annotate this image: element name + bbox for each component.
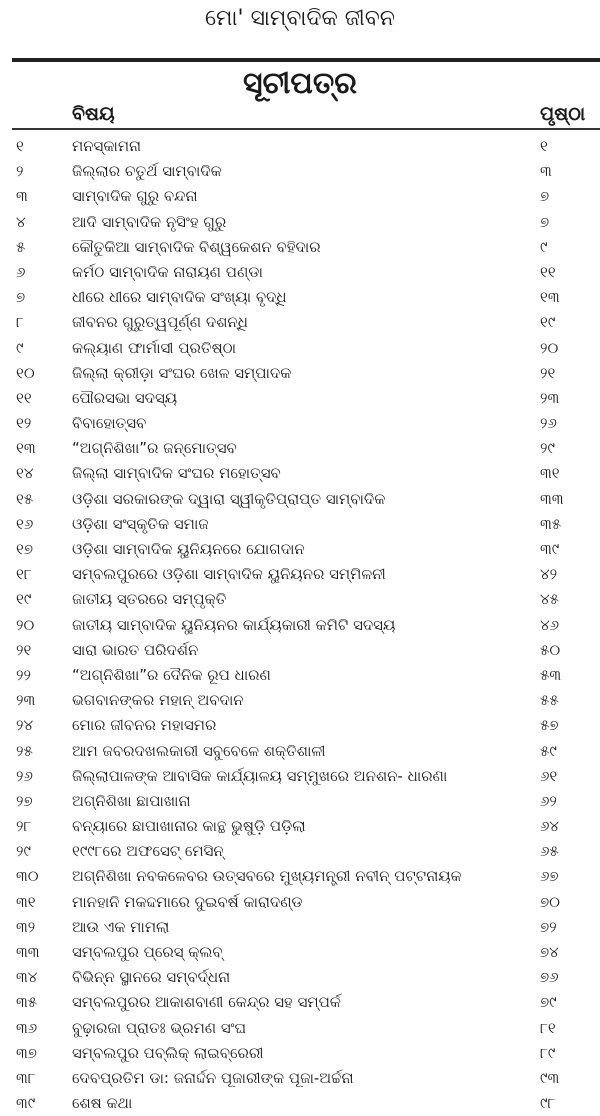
toc-entry [0,134,600,159]
entry-number: ୨୦ [16,615,35,634]
entry-number: ୩୨ [16,917,36,936]
toc-entry [0,310,600,335]
entry-number: ୨୨ [16,665,31,684]
entry-title: ଆମ ଜବରଦଖଲକାରୀ ସବୁବେଳେ ଶକ୍ତିଶାଳୀ [72,741,326,760]
entry-page: ୨୦ [540,338,559,357]
entry-number: ୧୮ [16,565,32,584]
toc-entry [0,814,600,839]
entry-number: ୨୩ [16,691,36,710]
entry-page: ୩୫ [540,514,562,533]
entry-number: ୧୧ [16,388,32,407]
toc-entry [0,764,600,789]
toc-entry [0,839,600,864]
entry-page: ୯୩ [540,1068,560,1087]
entry-page: ୧ [540,137,548,155]
entry-title: ଅଗ୍ନିଶିଖା ଛାପାଖାନା [72,791,191,810]
book-title: ମୋ' ସାମ୍ବାଦିକ ଜୀବନ [205,6,395,31]
entry-number: ୨୭ [16,791,33,810]
entry-number: ୩ [16,187,28,206]
toc-entry [0,285,600,310]
toc-entry [0,260,600,285]
entry-page: ୪୫ [540,590,559,609]
entry-number: ୩୮ [16,1068,36,1087]
entry-page: ୬୪ [540,817,560,836]
toc-list [0,134,600,1116]
entry-title: ଜୀବନର ଗୁରୁତ୍ୱପୂର୍ଣ୍ଣ ଦଶନ୍ଧି [72,313,248,332]
entry-number: ୯ [16,338,24,357]
entry-page: ୮୧ [540,1018,556,1037]
toc-entry [0,386,600,411]
toc-entry [0,1041,600,1066]
entry-title: ବନ୍ୟାରେ ଛାପାଖାନାର କାନ୍ଥ ଭୁଷୁଡ଼ି ପଡ଼ିଲା [72,817,306,836]
entry-page: ୧୩ [540,288,560,307]
entry-number: ୪ [16,212,26,231]
entry-title: ପୌରସଭା ସଦସ୍ୟ [72,388,178,407]
toc-entry [0,159,600,184]
entry-title: କୌତୁକିଆ ସାମ୍ବାଦିକ ବିଶ୍ୱକେଶନ ବହିଦାର [72,237,321,256]
entry-number: ୩୫ [16,993,38,1012]
toc-entry [0,688,600,713]
entry-number: ୧୭ [16,540,33,558]
toc-entry [0,940,600,965]
entry-number: ୧୪ [16,464,34,483]
entry-title: ଓଡ଼ିଶା ସାମ୍ବାଦିକ ୟୁନିୟନରେ ଯୋଗଦାନ [72,540,305,558]
entry-number: ୧୨ [16,414,32,433]
toc-entry [0,336,600,361]
toc-entry [0,411,600,436]
entry-title: ବୁଢ଼ାରଜା ପ୍ରାତଃ ଭ୍ରମଣ ସଂଘ [72,1018,247,1037]
toc-entry [0,1016,600,1041]
toc-entry [0,562,600,587]
entry-title: ମାନହାନି ମକଦ୍ଦମାରେ ଦୁଇବର୍ଷ କାରାଦଣ୍ଡ [72,892,303,911]
entry-title: ଜିଲ୍ଲାର ଚତୁର୍ଥ ସାମ୍ବାଦିକ [72,162,222,181]
entry-title: ଦେବପ୍ରତିମ ଡା: ଜନାର୍ଦ୍ଦନ ପୂଜାରୀଙ୍କ ପୂଜା-ଅର୍ଚ୍ଚନା [72,1068,354,1087]
entry-title: ଜାତୀୟ ସ୍ତରରେ ସମ୍ପୃକ୍ତି [72,590,227,609]
entry-page: ୨୩ [540,388,560,407]
entry-title: ସାରା ଭାରତ ପରିଦର୍ଶନ [72,640,199,659]
header-divider [12,58,600,62]
entry-page: ୭ [540,212,550,231]
toc-entry [0,789,600,814]
column-header-divider [12,128,600,130]
toc-entry [0,487,600,512]
entry-number: ୭ [16,288,26,307]
entry-page: ୧୯ [540,313,556,332]
entry-page: ୪୬ [540,615,560,634]
entry-page: ୭୯ [540,993,557,1012]
toc-entry [0,537,600,562]
entry-number: ୧୫ [16,489,34,508]
entry-number: ୨୬ [16,766,33,785]
entry-title: ସାମ୍ବାଦିକ ଗୁରୁ ବନ୍ଦନା [72,187,198,206]
column-header-page: ପୃଷ୍ଠା [540,103,586,125]
entry-title: “ଅଗ୍ନିଶିଖା”ର ଜନ୍ମୋତ୍ସବ [72,439,237,458]
toc-entry [0,990,600,1015]
entry-page: ୯ [540,237,548,256]
toc-entry [0,587,600,612]
entry-page: ୬୭ [540,867,559,886]
entry-page: ୭୦ [540,892,561,911]
entry-page: ୨୯ [540,439,555,458]
toc-entry [0,915,600,940]
entry-page: ୪୨ [540,565,558,584]
toc-entry [0,663,600,688]
entry-page: ୭ [540,187,550,206]
toc-entry [0,713,600,738]
entry-title: ସମ୍ବଲପୁର ପ୍ରେସ୍ କ୍ଲବ୍ [72,943,223,961]
entry-number: ୨୧ [16,640,32,659]
entry-title: ଜାତୀୟ ସାମ୍ବାଦିକ ୟୁନିୟନର କାର୍ଯ୍ୟକାରୀ କମିଟି ସଦସ୍ୟ [72,615,396,634]
entry-page: ୨୬ [540,414,557,433]
entry-number: ୮ [16,313,24,332]
entry-page: ୭୬ [540,968,559,987]
entry-page: ୫୯ [540,741,557,760]
entry-title: ଆଉ ଏକ ମାମଲା [72,917,170,936]
entry-title: ଜିଲ୍ଲା ସାମ୍ବାଦିକ ସଂଘର ମହୋତ୍ସବ [72,464,281,483]
entry-title: ମୋର ଜୀବନର ମହାସମର [72,716,217,735]
entry-number: ୩୦ [16,867,39,886]
entry-title: ସମ୍ବଲପୁରରେ ଓଡ଼ିଶା ସାମ୍ବାଦିକ ୟୁନିୟନର ସମ୍ମିଳନୀ [72,565,386,584]
entry-page: ୫୩ [540,665,562,684]
entry-page: ୮୯ [540,1043,556,1062]
entry-number: ୫ [16,237,26,256]
entry-number: ୨୪ [16,716,34,735]
entry-title: ଆଦି ସାମ୍ବାଦିକ ନୃସିଂହ ଗୁରୁ [72,212,227,231]
entry-number: ୩୪ [16,968,38,987]
entry-title: ଓଡ଼ିଶା ସଂସ୍କୃତିକ ସମାଜ [72,514,209,533]
toc-entry [0,613,600,638]
entry-title: କର୍ମଠ ସାମ୍ବାଦିକ ନାରାୟଣ ପଣ୍ଡା [72,262,263,281]
entry-page: ୫୭ [540,716,559,735]
toc-entry [0,1091,600,1116]
entry-title: ଅଗ୍ନିଶିଖା ନବକଳେବର ଉତ୍ସବରେ ମୁଖ୍ୟମନ୍ତ୍ରୀ ନବୀନ୍ ପଟ୍ଟନାୟକ [72,867,462,886]
entry-title: ଶେଷ କଥା [72,1094,133,1113]
entry-title: ଜିଲ୍ଲା କ୍ରୀଡ଼ା ସଂଘର ଖେଳ ସମ୍ପାଦକ [72,363,292,382]
entry-title: “ଅଗ୍ନିଶିଖା”ର ଦୈନିକ ରୂପ ଧାରଣ [72,665,271,684]
entry-title: ମନସ୍କାମନା [72,137,142,155]
entry-number: ୩୧ [16,892,36,911]
toc-entry [0,1066,600,1091]
entry-number: ୩୯ [16,1094,36,1113]
toc-entry [0,890,600,915]
toc-entry [0,864,600,889]
entry-number: ୧ [16,137,24,155]
toc-entry [0,235,600,260]
toc-entry [0,461,600,486]
column-header-subject: ବିଷୟ [72,103,115,125]
entry-page: ୭୪ [540,943,559,961]
entry-title: ସମ୍ବଲପୁର ପବ୍ଲିକ୍ ଲାଇବ୍ରେରୀ [72,1043,264,1062]
entry-page: ୬୫ [540,842,559,861]
entry-page: ୯୮ [540,1094,556,1113]
entry-number: ୨ [16,162,24,181]
entry-page: ୫୦ [540,640,561,659]
entry-page: ୧୧ [540,262,556,281]
entry-number: ୧୩ [16,439,36,458]
entry-number: ୨୫ [16,741,33,760]
toc-entry [0,638,600,663]
entry-number: ୨୮ [16,817,32,836]
toc-entry [0,512,600,537]
entry-page: ୭୨ [540,917,557,936]
toc-title: ସୂଚୀପତ୍ର [243,66,357,101]
entry-number: ୩୬ [16,1018,38,1037]
entry-page: ୫୫ [540,691,559,710]
entry-number: ୩୩ [16,943,40,961]
entry-number: ୧୬ [16,514,34,533]
entry-title: ଧୀରେ ଧୀରେ ସାମ୍ବାଦିକ ସଂଖ୍ୟା ବୃଦ୍ଧି [72,288,287,307]
entry-page: ୩୩ [540,489,564,508]
entry-title: ଓଡ଼ିଶା ସରକାରଙ୍କ ଦ୍ୱାରା ସ୍ୱୀକୃତିପ୍ରାପ୍ତ ସାମ୍ବାଦିକ [72,489,386,508]
entry-title: ବିବାହୋତ୍ସବ [72,414,147,433]
entry-page: ୩୯ [540,540,560,558]
toc-entry [0,210,600,235]
entry-page: ୬୧ [540,766,558,785]
entry-page: ୨୧ [540,363,556,382]
entry-page: ୩ [540,162,552,181]
entry-title: ସମ୍ବଲପୁରର ଆକାଶବାଣୀ କେନ୍ଦ୍ର ସହ ସମ୍ପର୍କ [72,993,341,1012]
toc-entry [0,965,600,990]
entry-number: ୨୯ [16,842,31,861]
toc-entry [0,184,600,209]
toc-entry [0,739,600,764]
entry-number: ୧୯ [16,590,32,609]
toc-entry [0,361,600,386]
entry-title: କଲ୍ୟାଣ ଫାର୍ମାସୀ ପ୍ରତିଷ୍ଠା [72,338,237,357]
entry-title: ଭଗବାନଙ୍କର ମହାନ୍ ଅବଦାନ [72,691,244,710]
entry-title: ଜିଲ୍ଲାପାଳଙ୍କ ଆବାସିକ କାର୍ଯ୍ୟାଳୟ ସମ୍ମୁଖରେ ଅନଶନ- ଧାରଣା [72,766,448,785]
entry-page: ୬୨ [540,791,557,810]
toc-entry [0,436,600,461]
entry-title: ୧୯୯୮ରେ ଅଫସେଟ୍ ମେସିନ୍ [72,842,224,861]
entry-title: ବିଭିନ୍ନ ସ୍ଥାନରେ ସମ୍ବର୍ଦ୍ଧନା [72,968,231,987]
entry-number: ୧୦ [16,363,35,382]
entry-number: ୬ [16,262,26,281]
entry-number: ୩୭ [16,1043,37,1062]
entry-page: ୩୧ [540,464,560,483]
